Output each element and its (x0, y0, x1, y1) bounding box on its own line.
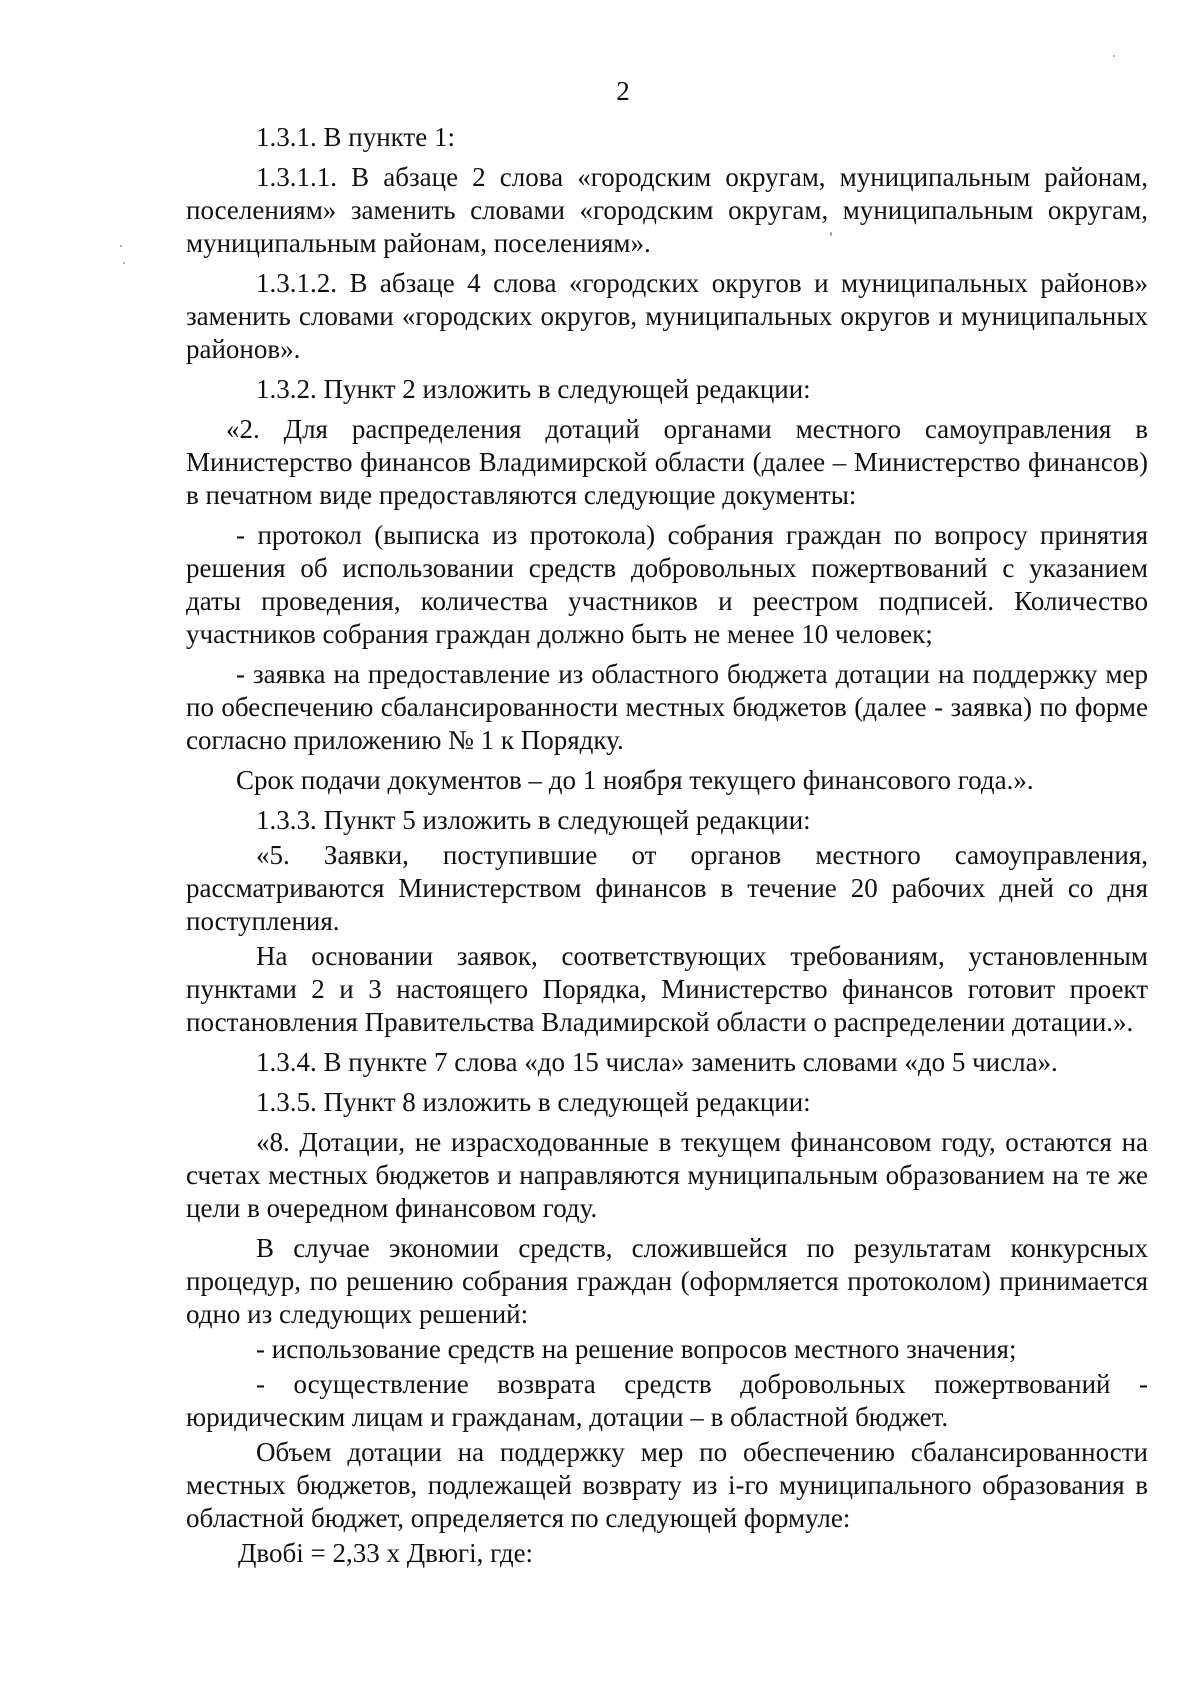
paragraph-item-5: «5. Заявки, поступившие от органов местного самоуправления, рассматриваются Министерством финансов в течение 20 рабочих дней со дня поступления. (186, 840, 1148, 936)
scan-speck (123, 262, 125, 264)
paragraph-1-3-3: 1.3.3. Пункт 5 изложить в следующей редакции: (256, 805, 811, 835)
scan-speck (1113, 55, 1115, 57)
paragraph-item-8: «8. Дотации, не израсходованные в текущем финансовом году, остаются на счетах местных бюджетов и направляются муниципальным образованием на те же цели в очередном финансовом году. (186, 1127, 1148, 1223)
page-number: 2 (616, 76, 630, 106)
paragraph-volume: Объем дотации на поддержку мер по обеспечению сбалансированности местных бюджетов, подлежащей возврату из i-го муниципального образования в областной бюджет, определяется по следующей формуле: (186, 1437, 1148, 1533)
paragraph-savings: В случае экономии средств, сложившейся по результатам конкурсных процедур, по решению собрания граждан (оформляется протоколом) принимается одно из следующих решений: (186, 1233, 1148, 1329)
formula: Двобі = 2,33 х Двюгі, где: (238, 1538, 534, 1568)
paragraph-1-3-4: 1.3.4. В пункте 7 слова «до 15 числа» заменить словами «до 5 числа». (256, 1047, 1058, 1077)
paragraph-item-2: «2. Для распределения дотаций органами местного самоуправления в Министерство финансов Владимирской области (далее – Министерство финансов) в печатном виде предоставляются следующие документы: (186, 414, 1148, 510)
paragraph-application: - заявка на предоставление из областного бюджета дотации на поддержку мер по обеспечению сбалансированности местных бюджетов (далее - заявка) по форме согласно приложению № 1 к Порядку. (186, 659, 1148, 755)
scan-speck (120, 245, 122, 247)
paragraph-protocol: - протокол (выписка из протокола) собрания граждан по вопросу принятия решения об использовании средств добровольных пожертвований с указанием даты проведения, количества участников и реестром подписей. Количество участников собрания граждан должно быть не менее 10 человек; (186, 520, 1148, 649)
paragraph-1-3-5: 1.3.5. Пункт 8 изложить в следующей редакции: (256, 1087, 811, 1117)
scan-speck (830, 232, 832, 236)
paragraph-1-3-1: 1.3.1. В пункте 1: (256, 122, 455, 152)
paragraph-deadline: Срок подачи документов – до 1 ноября текущего финансового года.». (236, 765, 1034, 795)
paragraph-option-refund: - осуществление возврата средств добровольных пожертвований - юридическим лицам и гражданам, дотации – в областной бюджет. (186, 1369, 1148, 1432)
paragraph-1-3-1-1: 1.3.1.1. В абзаце 2 слова «городским округам, муниципальным районам, поселениям» заменить словами «городским округам, муниципальным округам, муниципальным районам, поселениям». (186, 162, 1148, 258)
paragraph-option-local: - использование средств на решение вопросов местного значения; (256, 1334, 1017, 1364)
paragraph-1-3-2: 1.3.2. Пункт 2 изложить в следующей редакции: (256, 374, 811, 404)
paragraph-based-on-applications: На основании заявок, соответствующих требованиям, установленным пунктами 2 и 3 настоящего Порядка, Министерство финансов готовит проект постановления Правительства Владимирской области о распределении дотации.». (186, 941, 1148, 1037)
paragraph-1-3-1-2: 1.3.1.2. В абзаце 4 слова «городских округов и муниципальных районов» заменить словами «городских округов, муниципальных округов и муниципальных районов». (186, 268, 1148, 364)
